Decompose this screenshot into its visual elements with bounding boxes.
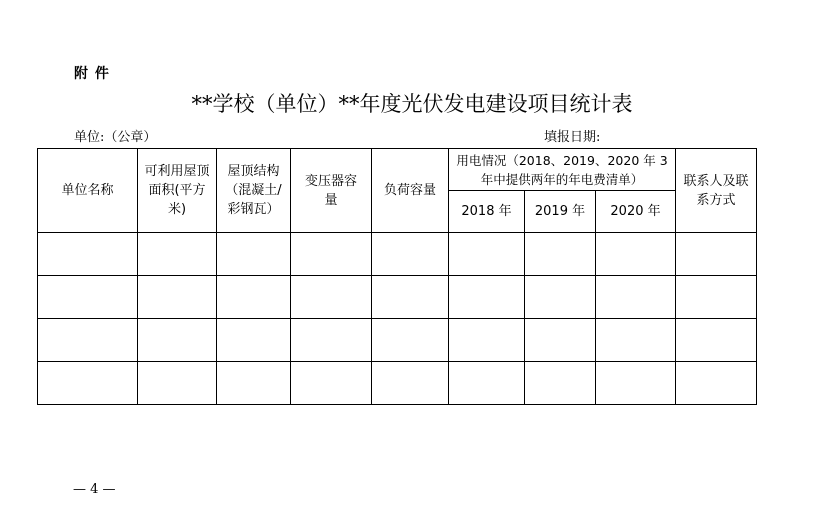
statistics-table [37, 148, 757, 405]
header-power-usage: 用电情况（2018、2019、2020 年 3 年中提供两年的年电费清单） [449, 149, 676, 191]
table-cell[interactable] [676, 362, 757, 405]
header-load: 负荷容量 [372, 149, 449, 233]
table-cell[interactable] [138, 362, 217, 405]
table-cell[interactable] [449, 276, 525, 319]
table-cell[interactable] [596, 362, 676, 405]
header-year-2019: 2019 年 [525, 191, 596, 233]
table-cell[interactable] [291, 319, 372, 362]
table-cell[interactable] [372, 276, 449, 319]
table-cell[interactable] [38, 362, 138, 405]
table-cell[interactable] [525, 319, 596, 362]
table-header-row [38, 149, 757, 191]
table-cell[interactable] [449, 362, 525, 405]
header-year-2018: 2018 年 [449, 191, 525, 233]
table-cell[interactable] [596, 233, 676, 276]
table-cell[interactable] [138, 319, 217, 362]
table-row [38, 319, 757, 362]
table-cell[interactable] [291, 276, 372, 319]
table-row [38, 233, 757, 276]
table-cell[interactable] [372, 233, 449, 276]
table-row [38, 276, 757, 319]
table-row [38, 362, 757, 405]
header-contact: 联系人及联系方式 [676, 149, 757, 233]
table-cell[interactable] [138, 233, 217, 276]
header-roof-area: 可利用屋顶面积(平方米) [138, 149, 217, 233]
table-cell[interactable] [372, 362, 449, 405]
table-cell[interactable] [525, 233, 596, 276]
page-title: **学校（单位）**年度光伏发电建设项目统计表 [191, 92, 633, 116]
table-cell[interactable] [449, 233, 525, 276]
table-cell[interactable] [525, 276, 596, 319]
table-cell[interactable] [38, 319, 138, 362]
table-cell[interactable] [676, 276, 757, 319]
table-cell[interactable] [525, 362, 596, 405]
table-cell[interactable] [596, 276, 676, 319]
attachment-label: 附 件 [74, 66, 110, 82]
page-number: — 4 — [73, 482, 116, 497]
header-roof-structure: 屋顶结构（混凝土/彩钢瓦） [217, 149, 291, 233]
header-transformer: 变压器容量 [291, 149, 372, 233]
table-cell[interactable] [217, 319, 291, 362]
table-cell[interactable] [372, 319, 449, 362]
unit-seal-label: 单位:（公章） [74, 130, 157, 145]
table-cell[interactable] [38, 276, 138, 319]
table-cell[interactable] [291, 362, 372, 405]
header-unit-name: 单位名称 [38, 149, 138, 233]
table-cell[interactable] [217, 276, 291, 319]
table-cell[interactable] [138, 276, 217, 319]
table-cell[interactable] [596, 319, 676, 362]
fill-date-label: 填报日期: [544, 130, 601, 145]
table-cell[interactable] [291, 233, 372, 276]
table-cell[interactable] [449, 319, 525, 362]
table-cell[interactable] [38, 233, 138, 276]
table-cell[interactable] [217, 362, 291, 405]
table-cell[interactable] [676, 233, 757, 276]
table-cell[interactable] [217, 233, 291, 276]
table-cell[interactable] [676, 319, 757, 362]
header-year-2020: 2020 年 [596, 191, 676, 233]
